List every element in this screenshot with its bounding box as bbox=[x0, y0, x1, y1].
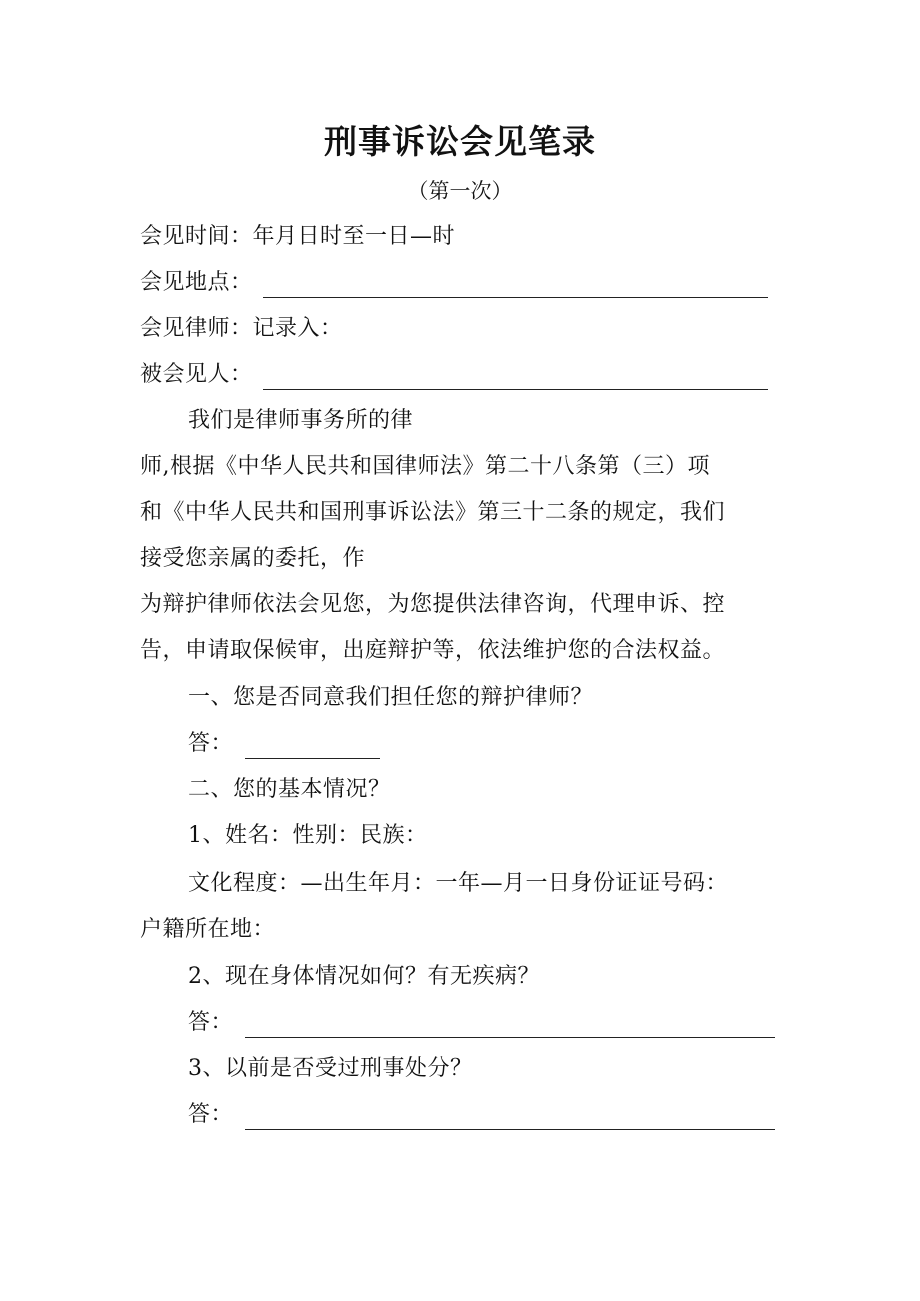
lawyer-field: 会见律师：记录入： bbox=[140, 316, 343, 341]
meeting-place-field bbox=[140, 268, 768, 298]
answer-3-label: 答： bbox=[188, 1102, 234, 1127]
question-2: 二、您的基本情况？ bbox=[188, 777, 391, 802]
answer-2-2-label: 答： bbox=[188, 1010, 234, 1035]
meeting-time-field: 会见时间：年月日时至一日—时 bbox=[140, 224, 456, 249]
interviewee-field bbox=[140, 360, 768, 390]
question-2-edu: 文化程度：—出生年月：一年—月一日身份证证号码： bbox=[188, 871, 729, 896]
answer-3-blank[interactable] bbox=[245, 1107, 775, 1130]
interviewee-label: 被会见人： bbox=[140, 362, 253, 387]
intro-line-4: 接受您亲属的委托，作 bbox=[140, 546, 366, 571]
answer-2-2-blank[interactable] bbox=[245, 1015, 775, 1038]
meeting-place-blank[interactable] bbox=[263, 275, 768, 298]
question-2-residence: 户籍所在地： bbox=[140, 917, 276, 942]
document-title: 刑事诉讼会见笔录 bbox=[324, 122, 596, 161]
question-2-2: 2、现在身体情况如何？有无疾病？ bbox=[188, 964, 540, 989]
question-2-1: 1、姓名：性别：民族： bbox=[188, 823, 428, 848]
document-subtitle: （第一次） bbox=[407, 179, 513, 203]
meeting-place-label: 会见地点： bbox=[140, 270, 253, 295]
answer-1-blank[interactable] bbox=[245, 736, 380, 759]
intro-line-3: 和《中华人民共和国刑事诉讼法》第三十二条的规定，我们 bbox=[140, 500, 726, 525]
question-1: 一、您是否同意我们担任您的辩护律师？ bbox=[188, 685, 594, 710]
intro-line-6: 告，申请取保候审，出庭辩护等，依法维护您的合法权益。 bbox=[140, 638, 726, 663]
answer-2-2-row bbox=[188, 1008, 775, 1038]
question-3: 3、以前是否受过刑事处分？ bbox=[188, 1056, 473, 1081]
answer-1-label: 答： bbox=[188, 731, 234, 756]
intro-line-2: 师,根据《中华人民共和国律师法》第二十八条第（三）项 bbox=[140, 454, 710, 479]
interviewee-blank[interactable] bbox=[263, 367, 768, 390]
answer-1-row bbox=[188, 729, 380, 759]
intro-line-5: 为辩护律师依法会见您，为您提供法律咨询，代理申诉、控 bbox=[140, 592, 726, 617]
answer-3-row bbox=[188, 1100, 775, 1130]
intro-line-1: 我们是律师事务所的律 bbox=[188, 408, 414, 433]
